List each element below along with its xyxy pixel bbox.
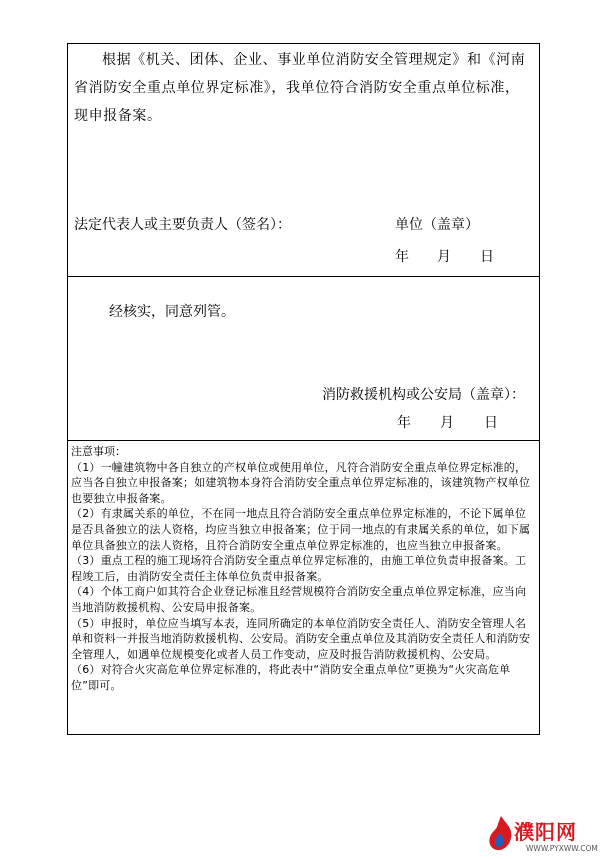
legal-representative-signature-label: 法定代表人或主要负责人（签名）： bbox=[74, 217, 291, 233]
declaration-section bbox=[68, 44, 539, 277]
note-item-6: （6）对符合火灾高危单位界定标准的，将此表中“消防安全重点单位”更换为“火灾高危单位”即可。 bbox=[71, 663, 511, 692]
site-name: 濮阳网 bbox=[514, 820, 577, 844]
site-url: WWW.PYXWW.COM bbox=[526, 844, 598, 853]
note-item-1: （1）一幢建筑物中各自独立的产权单位或使用单位，凡符合消防安全重点单位界定标准的，应当各自独立申报备案；如建筑物本身符合消防安全重点单位界定标准的，该建筑物产权单位也要独立申报备案。 bbox=[71, 460, 531, 505]
declaration-statement: 根据《机关、团体、企业、事业单位消防安全管理规定》和《河南省消防安全重点单位界定标准》，我单位符合消防安全重点单位标准，现申报备案。 bbox=[74, 52, 526, 124]
declaration-date-year: 年 bbox=[395, 249, 409, 265]
authority-seal-label: 消防救援机构或公安局（盖章）： bbox=[322, 387, 525, 403]
declaration-date-day: 日 bbox=[480, 249, 494, 265]
unit-seal-label: 单位（盖章） bbox=[395, 217, 479, 233]
notes-block bbox=[71, 444, 533, 694]
note-item-3: （3）重点工程的施工现场符合消防安全重点单位界定标准的，由施工单位负责申报备案。工程竣工后，由消防安全责任主体单位负责申报备案。 bbox=[71, 554, 527, 583]
approval-date-year: 年 bbox=[397, 415, 411, 431]
filing-form-table bbox=[67, 43, 540, 735]
approval-date-day: 日 bbox=[484, 415, 498, 431]
approval-section bbox=[68, 276, 539, 441]
declaration-date-month: 月 bbox=[437, 249, 451, 265]
note-item-4: （4）个体工商户如其符合企业登记标准且经营规模符合消防安全重点单位界定标准，应当向当地消防救援机构、公安局申报备案。 bbox=[71, 585, 527, 614]
note-item-5: （5）申报时，单位应当填写本表，连同所确定的本单位消防安全责任人、消防安全管理人名单和资料一并报当地消防救援机构、公安局。消防安全重点单位及其消防安全责任人和消防安全管理人，如遇单位规模变化或者人员工作变动，应及时报告消防救援机构、公安局。 bbox=[71, 616, 531, 661]
site-watermark bbox=[484, 814, 607, 859]
note-item-2: （2）有隶属关系的单位，不在同一地点且符合消防安全重点单位界定标准的，不论下属单位是否具备独立的法人资格，均应当独立申报备案；位于同一地点的有隶属关系的单位，如下属单位具备独立的法人资格，且符合消防安全重点单位界定标准的，也应当独立申报备案。 bbox=[71, 507, 531, 552]
flame-logo-icon bbox=[484, 814, 518, 854]
approval-date-month: 月 bbox=[440, 415, 454, 431]
notes-section bbox=[68, 440, 539, 734]
approval-statement: 经核实，同意列管。 bbox=[109, 304, 235, 320]
notes-title: 注意事项： bbox=[71, 445, 126, 458]
